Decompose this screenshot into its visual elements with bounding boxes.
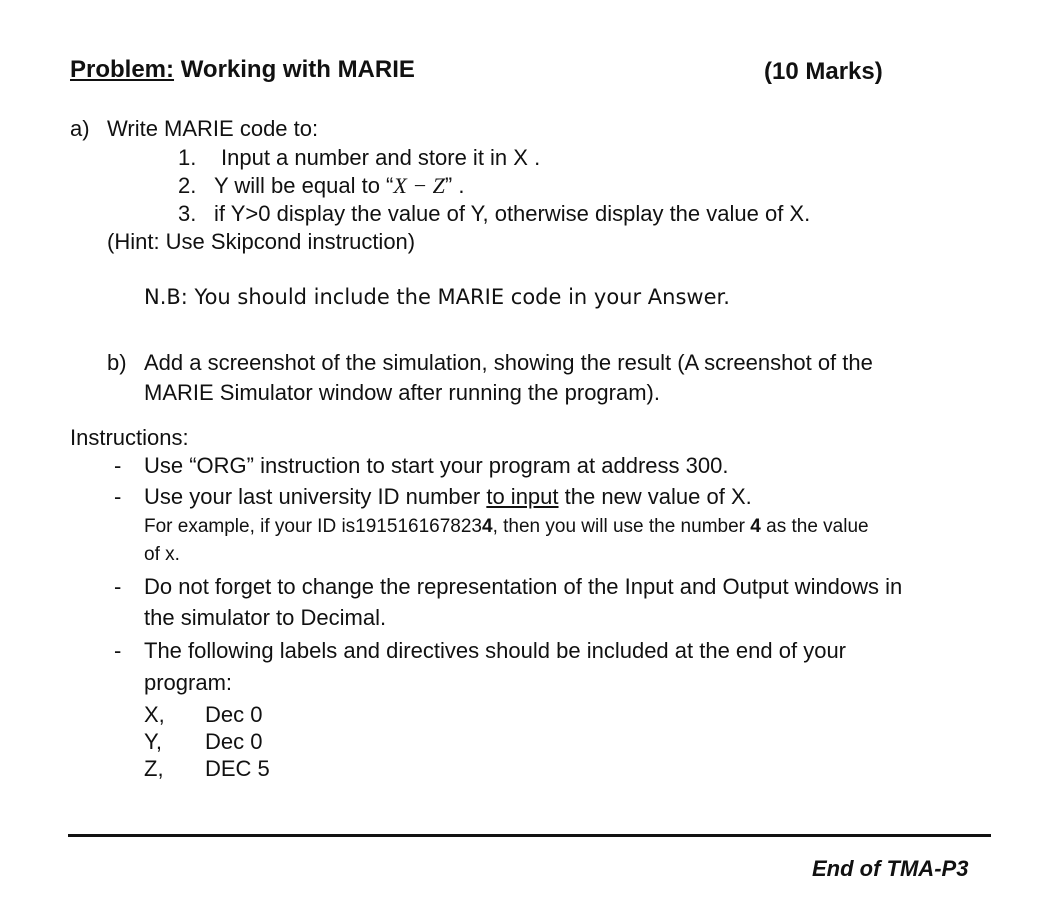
step-text — [214, 173, 464, 199]
label-name: Y, — [144, 729, 162, 754]
underlined-phrase: to input — [486, 484, 559, 509]
problem-label: Problem: — [70, 56, 175, 83]
instruction-item-line2: program: — [144, 670, 233, 695]
example-text-post: as the value — [760, 516, 869, 537]
problem-heading — [70, 56, 415, 84]
end-of-document: End of TMA-P3 — [812, 856, 969, 881]
example-bold-digit: 4 — [481, 516, 493, 537]
label-name: Z, — [144, 756, 164, 781]
step-text: Input a number and store it in X . — [221, 145, 541, 170]
nb-note: N.B: You should include the MARIE code in your Answer. — [144, 285, 730, 309]
problem-marks: (10 Marks) — [764, 58, 883, 85]
part-b-marker: b) — [107, 350, 127, 375]
instruction-item-line2: the simulator to Decimal. — [144, 605, 387, 630]
label-directive: Dec 0 — [205, 702, 263, 727]
part-a-intro: Write MARIE code to: — [107, 116, 319, 141]
label-name: X, — [144, 702, 165, 727]
example-text-mid: , then you will use the number — [492, 516, 751, 537]
step-text-post: ” . — [444, 173, 465, 198]
part-b-line2: MARIE Simulator window after running the program). — [144, 380, 660, 405]
part-b-line1: Add a screenshot of the simulation, showing the result (A screenshot of the — [144, 350, 873, 375]
label-directive: Dec 0 — [205, 729, 263, 754]
instruction-item: Use “ORG” instruction to start your program at address 300. — [144, 453, 729, 478]
example-text-line2: of x. — [144, 544, 180, 565]
bullet-dash: - — [114, 574, 122, 599]
instructions-heading: Instructions: — [70, 425, 189, 450]
instruction-item: The following labels and directives should be included at the end of your — [144, 638, 847, 663]
instruction-item: Do not forget to change the representation of the Input and Output windows in — [144, 574, 903, 599]
instruction-text-pre: Use your last university ID number — [144, 484, 487, 509]
instruction-text-post: the new value of X. — [558, 484, 752, 509]
bullet-dash: - — [114, 484, 122, 509]
bullet-dash: - — [114, 453, 122, 478]
step-text: if Y>0 display the value of Y, otherwise display the value of X. — [214, 201, 811, 226]
problem-title: Working with MARIE — [180, 56, 415, 83]
example-bold-value: 4 — [750, 516, 761, 537]
bullet-dash: - — [114, 638, 122, 663]
example-text-pre: For example, if your ID is191516167823 — [144, 516, 482, 537]
step-number: 3. — [178, 201, 197, 226]
step-number: 1. — [178, 145, 197, 170]
step-text-pre: Y will be equal to “ — [214, 173, 394, 198]
hint-text: (Hint: Use Skipcond instruction) — [107, 229, 416, 254]
math-expression: X − Z — [393, 173, 445, 198]
label-directive: DEC 5 — [205, 756, 270, 781]
step-number: 2. — [178, 173, 197, 198]
example-text — [144, 516, 869, 538]
instruction-item — [144, 484, 752, 510]
footer-divider — [68, 834, 991, 837]
part-a-marker: a) — [70, 116, 90, 141]
